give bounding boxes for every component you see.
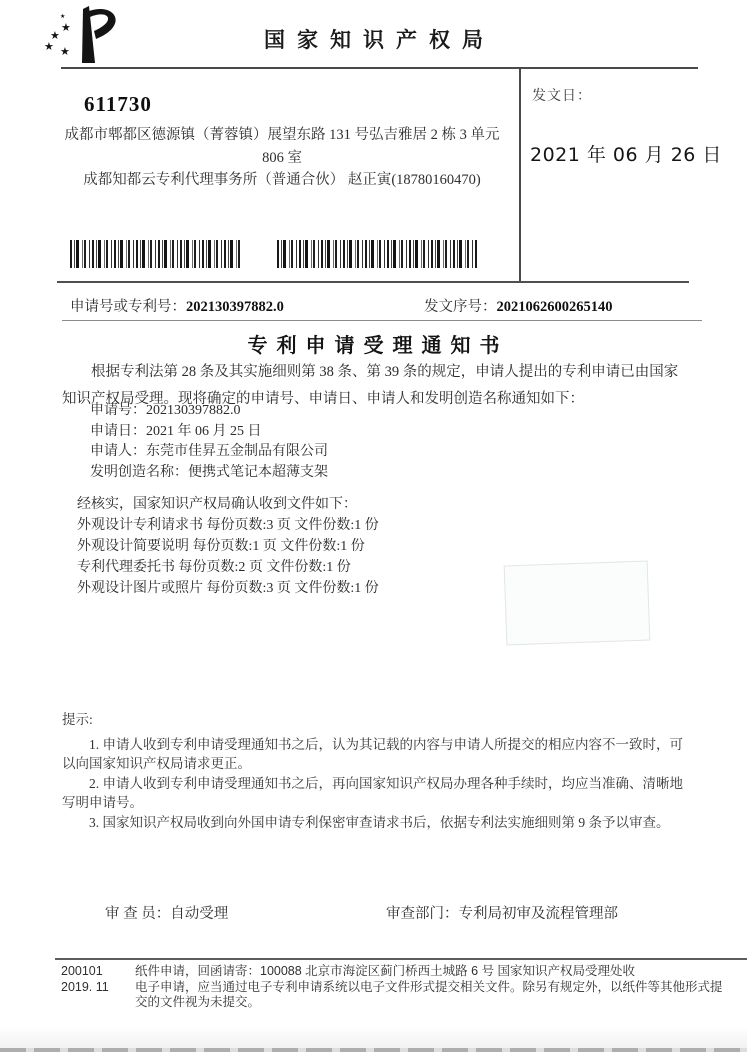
- tips-label: 提示:: [62, 712, 93, 727]
- barcode-left: [70, 240, 242, 268]
- examining-department: [386, 902, 618, 923]
- examiner-value: 自动受理: [170, 906, 229, 922]
- detail-filing-date: 申请日：2021 年 06 月 25 日: [90, 423, 262, 439]
- document-item: 专利代理委托书 每份页数:2 页 文件份数:1 份: [77, 560, 351, 575]
- examiner: [105, 902, 228, 923]
- tip-item-3: 3. 国家知识产权局收到向外国申请专利保密审查请求书后，依据专利法实施细则第 9 条予以审查。: [89, 814, 670, 830]
- dispatch-serial: [424, 295, 613, 316]
- postal-code: 611730: [84, 92, 152, 116]
- dispatch-date-value: 2021 年 06 月 26 日: [530, 144, 722, 166]
- received-documents: [77, 494, 379, 599]
- agency-line: 成都知都云专利代理事务所（普通合伙） 赵正寅(18780160470): [83, 172, 481, 188]
- tips-section: [62, 710, 696, 832]
- header-divider: [61, 67, 698, 69]
- footer-divider: [55, 958, 747, 960]
- detail-invention-name: 发明创造名称：便携式笔记本超薄支架: [90, 464, 328, 480]
- footer: [61, 964, 727, 1011]
- department-label: 审查部门：: [386, 906, 459, 922]
- document-item: 外观设计简要说明 每份页数:1 页 文件份数:1 份: [77, 539, 365, 554]
- svg-text:★: ★: [50, 30, 60, 42]
- examiner-label: 审 查 员：: [105, 906, 171, 922]
- dispatch-serial-value: 2021062600265140: [496, 299, 613, 315]
- numbers-divider: [62, 320, 702, 321]
- barcode-divider: [57, 281, 689, 283]
- department-value: 专利局初审及流程管理部: [458, 906, 618, 922]
- application-number: [70, 295, 284, 316]
- dispatch-date-label: 发文日：: [532, 89, 592, 104]
- svg-text:★: ★: [60, 14, 66, 20]
- document-item: 外观设计专利请求书 每份页数:3 页 文件份数:1 份: [77, 518, 379, 533]
- dispatch-serial-label: 发文序号：: [424, 299, 497, 315]
- form-revision: 2019. 11: [61, 979, 109, 994]
- recipient-address: [56, 124, 508, 170]
- address-line-1: 成都市郫都区德源镇（菁蓉镇）展望东路 131 号弘吉雅居 2 栋 3 单元: [64, 127, 500, 143]
- svg-text:★: ★: [61, 22, 71, 34]
- footer-paper-line: 纸件申请，回函请寄：100088 北京市海淀区蓟门桥西土城路 6 号 国家知识产权局受理处收: [135, 964, 636, 978]
- notice-title: 专利申请受理通知书: [247, 335, 509, 357]
- application-number-value: 202130397882.0: [186, 299, 284, 315]
- page-title: 国家知识产权局: [264, 28, 495, 52]
- barcode-right: [277, 240, 477, 268]
- svg-text:★: ★: [60, 46, 70, 58]
- received-documents-intro: 经核实，国家知识产权局确认收到文件如下：: [77, 497, 357, 512]
- svg-text:★: ★: [44, 41, 54, 53]
- detail-application-number: 申请号：202130397882.0: [90, 403, 241, 418]
- form-code: 200101: [61, 964, 103, 978]
- scan-ghost-mark: [504, 561, 651, 646]
- notice-intro: 根据专利法第 28 条及其实施细则第 38 条、第 39 条的规定，申请人提出的专利申请已由国家知识产权局受理。现将确定的申请号、申请日、申请人和发明创造名称通知如下：: [62, 364, 679, 407]
- footer-efiling-line: 电子申请，应当通过电子专利申请系统以电子文件形式提交相关文件。除另有规定外，以纸件等其他形式提交的文件视为未提交。: [135, 979, 723, 1009]
- tip-item-1: 1. 申请人收到专利申请受理通知书之后，认为其记载的内容与申请人所提交的相应内容不一致时，可以向国家知识产权局请求更正。: [62, 736, 683, 771]
- datebox-divider: [519, 67, 521, 283]
- scan-bottom-edge: [0, 1048, 747, 1052]
- detail-applicant: 申请人：东莞市佳昇五金制品有限公司: [90, 444, 328, 459]
- address-line-2: 806 室: [262, 150, 302, 166]
- application-number-label: 申请号或专利号：: [70, 299, 186, 315]
- document-item: 外观设计图片或照片 每份页数:3 页 文件份数:1 份: [77, 581, 379, 596]
- tip-item-2: 2. 申请人收到专利申请受理通知书之后，再向国家知识产权局办理各种手续时，均应当准确、清晰地写明申请号。: [62, 775, 683, 810]
- application-details: [90, 401, 328, 483]
